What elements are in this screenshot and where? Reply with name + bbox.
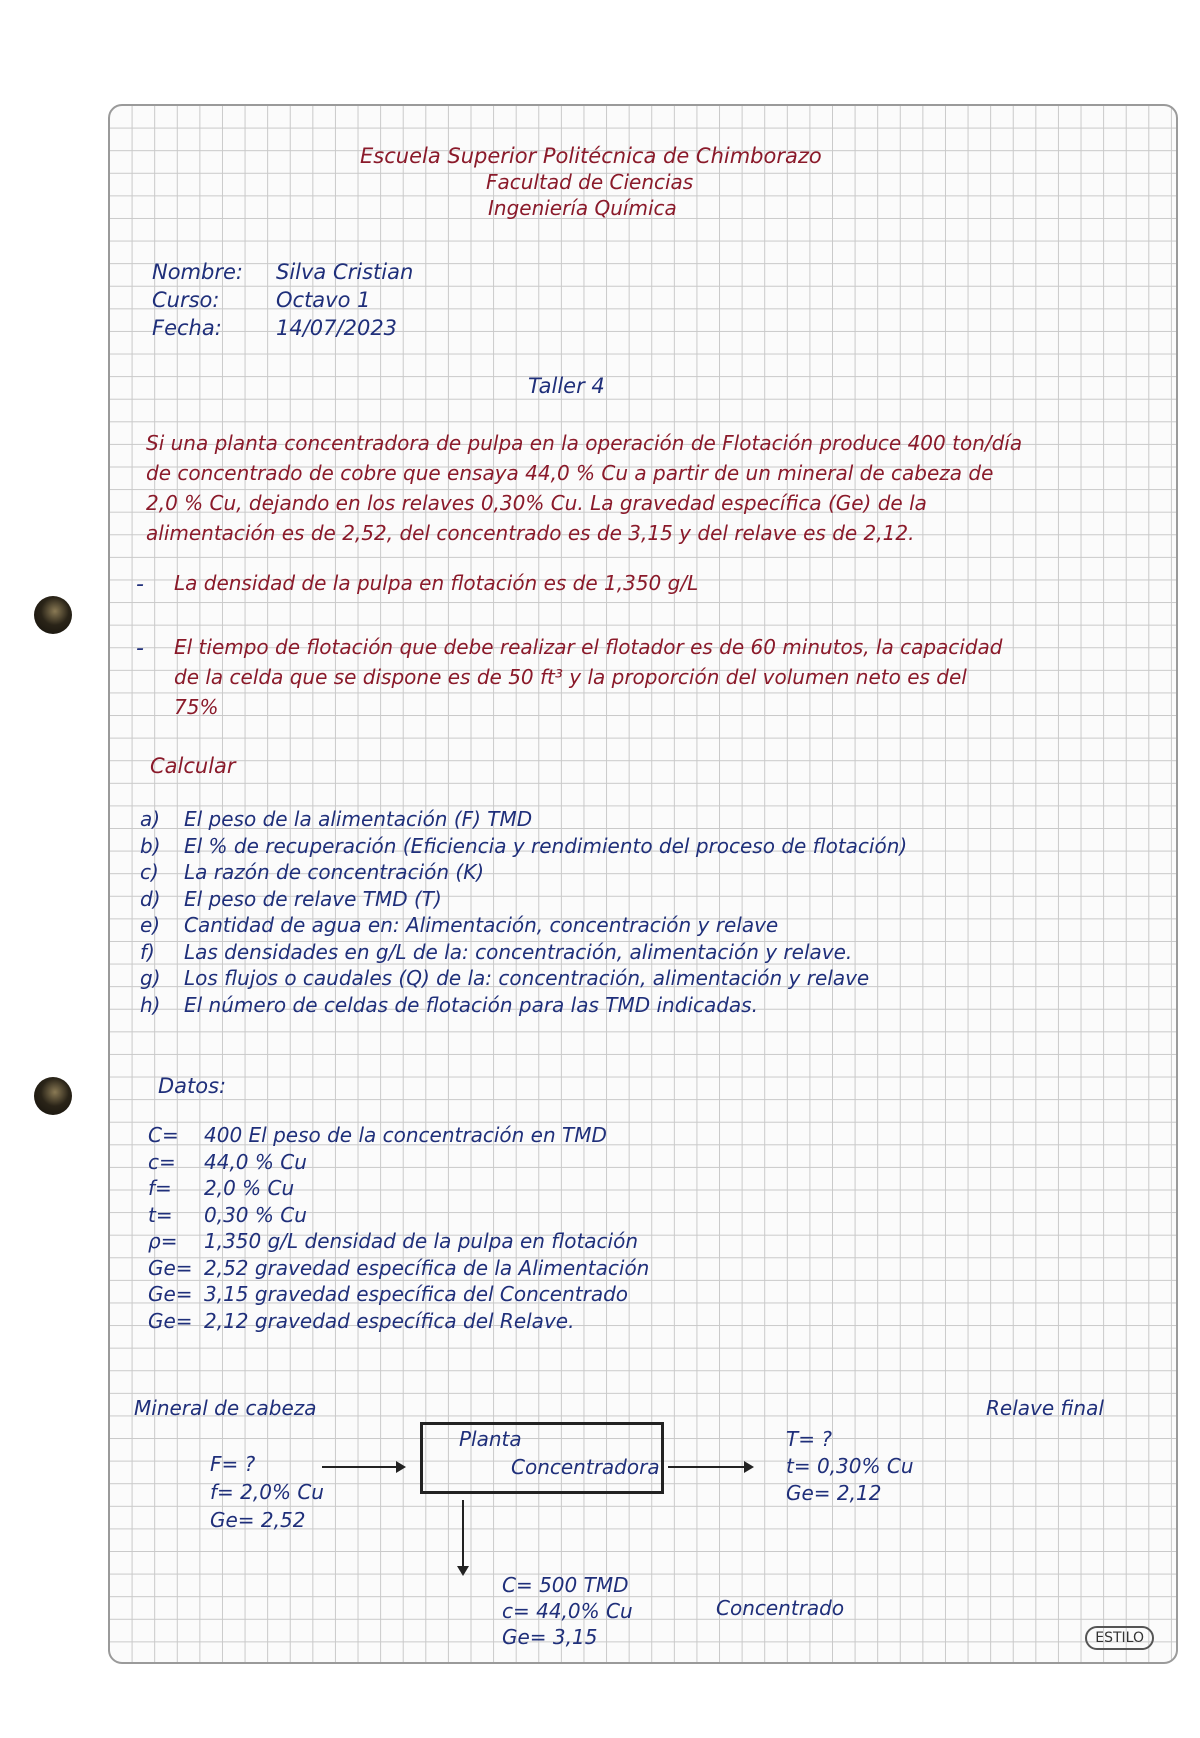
paper-brand-logo: ESTILO	[1085, 1626, 1154, 1650]
feed-f: f= 2,0% Cu	[210, 1480, 324, 1504]
tail-arrow	[668, 1466, 752, 1468]
data-heading: Datos:	[158, 1074, 227, 1098]
student-info	[152, 258, 413, 342]
concentrate-values	[502, 1572, 633, 1650]
calc-item: g) Los flujos o caudales (Q) de la: concentración, alimentación y relave	[140, 966, 870, 990]
calc-list	[140, 806, 907, 1018]
calc-item: f) Las densidades en g/L de la: concentración, alimentación y relave.	[140, 939, 853, 964]
career-name: Ingeniería Química	[488, 196, 677, 220]
feed-ge: Ge= 2,52	[210, 1508, 306, 1532]
tail-t: t= 0,30% Cu	[786, 1454, 914, 1478]
feed-label: Mineral de cabeza	[134, 1396, 317, 1420]
course-label: Curso:	[152, 288, 220, 312]
bullet-dash: -	[136, 572, 144, 597]
calc-item: e) Cantidad de agua en: Alimentación, concentración y relave	[140, 913, 779, 937]
feed-values	[210, 1450, 324, 1534]
data-list	[148, 1122, 649, 1334]
calc-item: b) El % de recuperación (Eficiencia y rendimiento del proceso de flotación)	[140, 833, 908, 858]
plant-box	[420, 1422, 664, 1494]
data-item: f= 2,0 % Cu	[148, 1176, 295, 1200]
calc-heading: Calcular	[150, 754, 236, 778]
conc-c: c= 44,0% Cu	[502, 1599, 633, 1623]
concentrate-label: Concentrado	[716, 1596, 845, 1620]
problem-line: 2,0 % Cu, dejando en los relaves 0,30% Cu. La gravedad específica (Ge) de la	[146, 491, 927, 515]
calc-item: a) El peso de la alimentación (F) TMD	[140, 807, 533, 831]
plant-label-2: Concentradora	[511, 1455, 660, 1479]
calc-item: d) El peso de relave TMD (T)	[140, 886, 442, 911]
plant-label-1: Planta	[459, 1427, 522, 1451]
feed-arrow	[322, 1466, 404, 1468]
problem-line: alimentación es de 2,52, del concentrado es de 3,15 y del relave es de 2,12.	[146, 521, 915, 545]
calc-item: h) El número de celdas de flotación para las TMD indicadas.	[140, 992, 758, 1017]
bullet-line: 75%	[174, 695, 219, 719]
data-item: Ge= 2,52 gravedad específica de la Alimentación	[148, 1255, 650, 1280]
date-label: Fecha:	[152, 316, 222, 340]
problem-line: de concentrado de cobre que ensaya 44,0 % Cu a partir de un mineral de cabeza de	[146, 461, 994, 485]
conc-C: C= 500 TMD	[502, 1573, 629, 1597]
bullet-line: de la celda que se dispone es de 50 ft³ y la proporción del volumen neto es del	[174, 665, 967, 689]
calc-item: c) La razón de concentración (K)	[140, 860, 485, 884]
tail-T: T= ?	[786, 1427, 832, 1451]
bullet-line: El tiempo de flotación que debe realizar el flotador es de 60 minutos, la capacidad	[174, 635, 1003, 659]
problem-line: Si una planta concentradora de pulpa en la operación de Flotación produce 400 ton/día	[146, 431, 1023, 455]
faculty-name: Facultad de Ciencias	[486, 170, 694, 194]
date-value: 14/07/2023	[276, 316, 398, 340]
bullet-density: La densidad de la pulpa en flotación es de 1,350 g/L	[174, 571, 699, 595]
problem-statement	[146, 428, 1022, 548]
course-value: Octavo 1	[276, 288, 371, 312]
institution-name: Escuela Superior Politécnica de Chimborazo	[360, 144, 822, 168]
conc-ge: Ge= 3,15	[502, 1625, 598, 1649]
data-item: Ge= 3,15 gravedad específica del Concentrado	[148, 1282, 629, 1306]
bullet-flotation	[174, 632, 1003, 722]
concentrate-arrow	[462, 1500, 464, 1574]
name-label: Nombre:	[152, 260, 243, 284]
tail-values	[786, 1426, 914, 1507]
binder-hole-top	[34, 596, 72, 634]
tail-label: Relave final	[986, 1396, 1104, 1420]
tail-ge: Ge= 2,12	[786, 1481, 882, 1505]
worksheet-title: Taller 4	[528, 374, 605, 398]
data-item: Ge= 2,12 gravedad específica del Relave.	[148, 1308, 575, 1333]
data-item: c= 44,0 % Cu	[148, 1149, 307, 1174]
feed-F: F= ?	[210, 1452, 256, 1476]
data-item: t= 0,30 % Cu	[148, 1202, 307, 1227]
student-name: Silva Cristian	[276, 260, 414, 284]
bullet-dash: -	[136, 636, 144, 661]
binder-hole-bottom	[34, 1077, 72, 1115]
data-item: C= 400 El peso de la concentración en TMD	[148, 1123, 607, 1147]
data-item: ρ= 1,350 g/L densidad de la pulpa en flotación	[148, 1229, 639, 1253]
grid-paper-sheet	[108, 104, 1178, 1664]
